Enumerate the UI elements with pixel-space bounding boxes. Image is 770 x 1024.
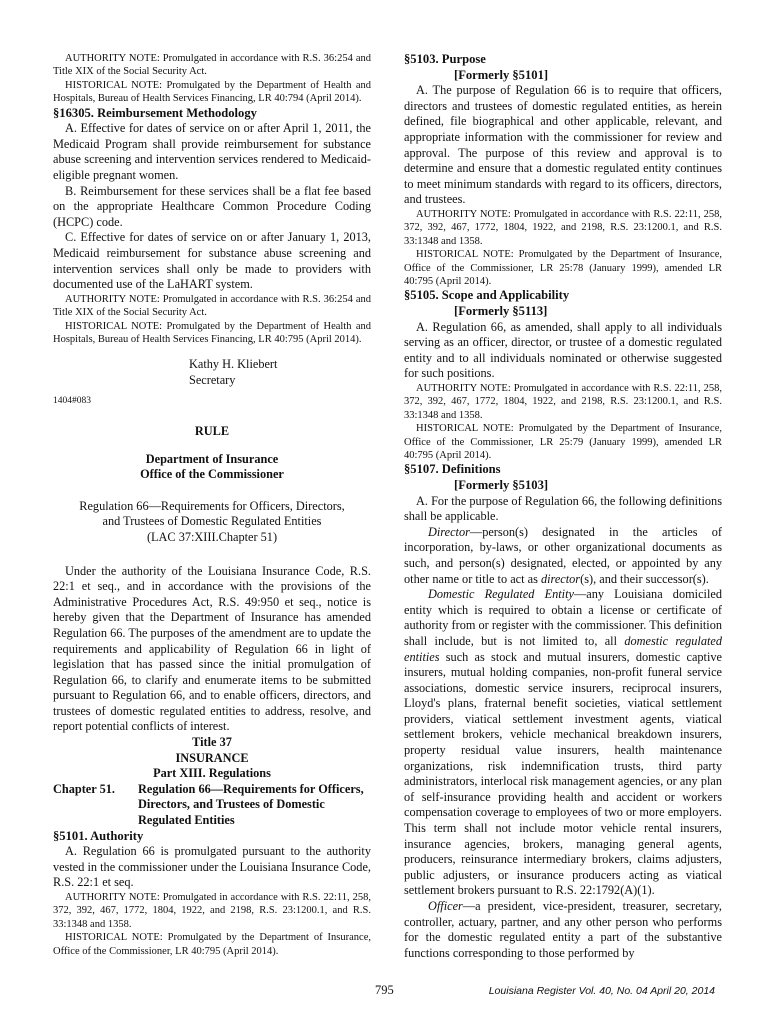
title-number: Title 37	[192, 735, 232, 750]
definition-officer	[404, 899, 722, 961]
signer-title: Secretary	[189, 373, 236, 388]
office-name: Office of the Commissioner	[140, 467, 284, 482]
signer-name: Kathy H. Kliebert	[189, 357, 278, 372]
definition-domestic-regulated-entity	[404, 587, 722, 899]
chapter-heading	[53, 782, 371, 829]
title-name: INSURANCE	[175, 750, 249, 765]
register-footer: Louisiana Register Vol. 40, No. 04 April 20, 2014	[488, 985, 715, 997]
page-number: 795	[375, 983, 394, 997]
section-heading: §5107. Definitions	[404, 462, 501, 477]
chapter-title: Regulation 66—Requirements for Officers, Directors, and Trustees of Domestic Regulated Entities	[138, 781, 364, 828]
defined-term: Director	[428, 524, 470, 539]
paragraph: B. Reimbursement for these services shall be a flat fee based on the appropriate Healthcare Common Procedure Coding (HCPC) code.	[53, 183, 371, 229]
regulation-title-line: and Trustees of Domestic Regulated Entities	[102, 514, 322, 529]
paragraph: A. Effective for dates of service on or after April 1, 2011, the Medicaid Program shall provide reimbursement for substance abuse screening and intervention services rendered to Medicaid-eligible pregnant women.	[53, 121, 371, 182]
historical-note: HISTORICAL NOTE: Promulgated by the Department of Insurance, Office of the Commissioner, LR 40:795 (April 2014).	[53, 932, 371, 957]
paragraph: C. Effective for dates of service on or after January 1, 2013, Medicaid reimbursement for substance abuse screening and intervention services shall only be made to providers with documented use of the LaHART system.	[53, 230, 371, 292]
regulation-title-line: Regulation 66—Requirements for Officers, Directors,	[79, 498, 345, 513]
chapter-number: Chapter 51.	[53, 781, 115, 796]
rule-heading: RULE	[194, 423, 230, 438]
left-column	[53, 52, 371, 958]
historical-note: HISTORICAL NOTE: Promulgated by the Department of Insurance, Office of the Commissioner, LR 25:79 (January 1999), amended LR 40:795 (April 2014).	[404, 423, 722, 461]
right-column	[404, 52, 722, 961]
section-heading: §5105. Scope and Applicability	[404, 288, 570, 303]
authority-note: AUTHORITY NOTE: Promulgated in accordance with R.S. 22:11, 258, 372, 392, 467, 1772, 1804, 1922, and 2198, R.S. 23:1200.1, and R.S. 33:1348 and 1358.	[53, 892, 371, 930]
signature-block	[189, 356, 371, 388]
document-code: 1404#083	[53, 396, 91, 407]
defined-term: director	[540, 571, 581, 586]
definition-text: such as stock and mutual insurers, domestic captive insurers, mutual holding companies, non-profit funeral service associations, domestic service insurers, reciprocal insurers, Lloyd's plans, fraternal benefit societies, viatical settlement providers, viatical settlement investment agents, viatical settlement brokers, vehicle mechanical breakdown insurers, property residual value insurers, health maintenance organizations, risk indemnification trusts, third party administrators, interlocal risk management agencies, or any plan of self-insurance providing health and accident or workers compensation coverage to employees of two or more employers. This term shall not include motor vehicle rental insurers, insurance agencies, brokers, managing general agents, producers, reinsurance intermediary brokers, claims adjusters, public adjusters, or insurance producers acting as viatical settlement brokers pursuant to R.S. 22:1792(A)(1).	[404, 649, 722, 898]
defined-term: Officer	[428, 899, 463, 913]
department-name: Department of Insurance	[145, 451, 279, 466]
intro-paragraph: Under the authority of the Louisiana Insurance Code, R.S. 22:1 et seq., and in accordance with the provisions of the Administrative Procedures Act, R.S. 49:950 et seq., notice is hereby given that the Department of Insurance has amended Regulation 66. The purposes of the amendment are to update the requirements and applicability of Regulation 66 in light of legislation that has passed since the initial promulgation of Regulation 66, to clarify and enumerate items to be submitted pursuant to Regulation 66, and to enable officers, directors, and trustees of domestic regulated entities to address, resolve, and report potential conflicts of interest.	[53, 563, 371, 734]
authority-note: AUTHORITY NOTE: Promulgated in accordance with R.S. 22:11, 258, 372, 392, 467, 1772, 1804, 1922, and 2198, R.S. 23:1200.1, and R.S. 33:1348 and 1358.	[404, 382, 722, 421]
formerly-note: [Formerly §5101]	[454, 67, 549, 82]
regulation-citation: (LAC 37:XIII.Chapter 51)	[146, 529, 278, 544]
section-heading: §16305. Reimbursement Methodology	[53, 105, 257, 120]
authority-note: AUTHORITY NOTE: Promulgated in accordance with R.S. 36:254 and Title XIX of the Social Security Act.	[53, 293, 371, 319]
formerly-note: [Formerly §5113]	[454, 303, 548, 318]
authority-note: AUTHORITY NOTE: Promulgated in accordance with R.S. 36:254 and Title XIX of the Social Security Act.	[53, 53, 371, 78]
section-heading: §5101. Authority	[53, 828, 144, 843]
historical-note: HISTORICAL NOTE: Promulgated by the Department of Health and Hospitals, Bureau of Health Services Financing, LR 40:795 (April 2014).	[53, 320, 371, 345]
paragraph: A. For the purpose of Regulation 66, the following definitions shall be applicable.	[404, 493, 722, 524]
historical-note: HISTORICAL NOTE: Promulgated by the Department of Insurance, Office of the Commissioner, LR 25:78 (January 1999), amended LR 40:795 (April 2014).	[404, 249, 722, 287]
definition-director	[404, 525, 722, 587]
definition-text: —a president, vice-president, treasurer, secretary, controller, actuary, partner, and any other person who performs for the domestic regulated entity a part of the substantive functions corresponding to those performed by	[404, 899, 722, 960]
formerly-note: [Formerly §5103]	[454, 477, 549, 492]
section-heading: §5103. Purpose	[404, 52, 486, 66]
defined-term: Domestic Regulated Entity	[428, 587, 574, 602]
authority-note: AUTHORITY NOTE: Promulgated in accordance with R.S. 22:11, 258, 372, 392, 467, 1772, 1804, 1922, and 2198, R.S. 23:1200.1, and R.S. 33:1348 and 1358.	[404, 208, 722, 247]
historical-note: HISTORICAL NOTE: Promulgated by the Department of Health and Hospitals, Bureau of Health Services Financing, LR 40:794 (April 2014).	[53, 79, 371, 105]
paragraph: A. The purpose of Regulation 66 is to require that officers, directors and trustees of domestic regulated entities, as herein defined, file biographical and other applicable, relevant, and appropriate information with the commissioner for review and approval. The purpose of this review and approval is to determine and ensure that a domestic regulated entity continues to meet minimum standards with regard to its officers, directors, and trustees.	[404, 83, 722, 207]
paragraph: A. Regulation 66, as amended, shall apply to all individuals serving as an officer, director, or trustee of a domestic regulated entity and to all individuals nominated or otherwise suggested for such positions.	[404, 319, 722, 381]
definition-text: —any Louisiana domiciled entity which is required to obtain a license or certificate of authority from or register with the commissioner. This definition shall include, but is not limited to, all	[404, 587, 722, 648]
paragraph: A. Regulation 66 is promulgated pursuant to the authority vested in the commissioner under the Louisiana Insurance Code, R.S. 22:1 et seq.	[53, 844, 371, 890]
defined-term: domestic regulated entities	[404, 633, 722, 664]
definition-text: —person(s) designated in the articles of incorporation, by-laws, or other organizational documents as such, and person(s) designated, elected, or appointed by any other name or title to act as	[404, 524, 722, 586]
definition-text: (s), and their successor(s).	[580, 571, 709, 586]
part-heading: Part XIII. Regulations	[153, 766, 271, 781]
